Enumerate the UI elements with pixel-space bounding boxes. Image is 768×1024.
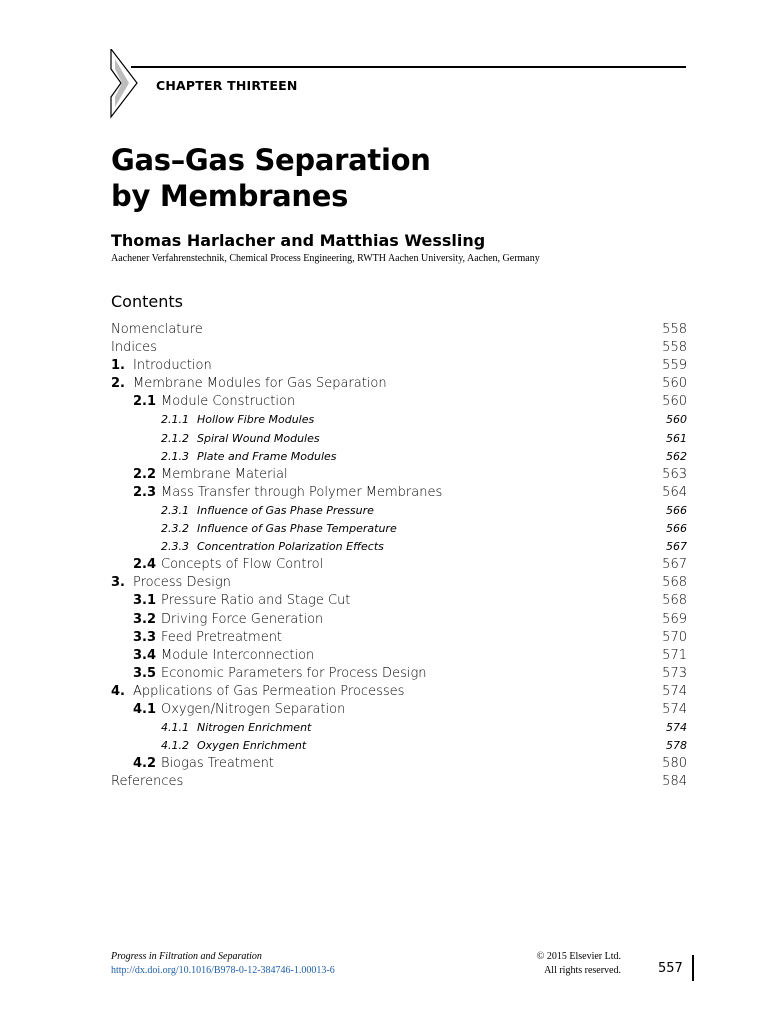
toc-entry[interactable] [111,701,687,719]
toc-entry[interactable] [111,629,687,647]
footer-journal: Progress in Filtration and Separation [111,951,262,962]
table-of-contents [111,321,687,791]
toc-entry-label: Module Interconnection [161,647,315,663]
toc-entry[interactable] [111,321,687,339]
toc-entry[interactable] [111,430,687,448]
toc-entry-label: Influence of Gas Phase Temperature [197,522,397,536]
toc-entry-number: 3. [111,575,125,591]
toc-entry-number: 3.5 [133,665,157,681]
toc-entry-label: Applications of Gas Permeation Processes [133,683,405,699]
toc-entry-page: 567 [662,557,687,573]
toc-entry[interactable] [111,375,687,393]
toc-entry-page: 560 [666,413,687,427]
chapter-chevron-icon [110,49,138,119]
toc-entry[interactable] [111,755,687,773]
authors: Thomas Harlacher and Matthias Wessling [111,231,486,250]
toc-entry-number: 4.1.2 [161,739,189,753]
page-number: 557 [658,961,683,976]
toc-entry-page: 584 [662,774,687,790]
toc-entry-label: Hollow Fibre Modules [197,413,315,427]
toc-entry-page: 558 [662,340,687,356]
rights-line: All rights reserved. [544,965,621,976]
toc-entry-number: 4.1 [133,701,157,717]
toc-entry-number: 3.2 [133,611,157,627]
toc-entry-label: Nomenclature [111,322,203,337]
toc-entry-page: 568 [662,593,687,609]
contents-heading: Contents [111,292,183,311]
footer-doi-link[interactable]: http://dx.doi.org/10.1016/B978-0-12-384746-1.00013-6 [111,965,335,976]
toc-entry[interactable] [111,647,687,665]
toc-entry[interactable] [111,502,687,520]
affiliation: Aachener Verfahrenstechnik, Chemical Process Engineering, RWTH Aachen University, Aachen, Germany [111,253,540,264]
toc-entry[interactable] [111,665,687,683]
toc-entry[interactable] [111,773,687,791]
toc-entry-label: Nitrogen Enrichment [197,721,312,735]
toc-entry-page: 562 [666,449,687,463]
toc-entry[interactable] [111,357,687,375]
toc-entry-number: 3.3 [133,629,157,645]
chapter-label: CHAPTER THIRTEEN [156,78,298,93]
toc-entry[interactable] [111,556,687,574]
toc-entry-page: 564 [662,484,687,500]
toc-entry-number: 2.3.1 [161,503,189,517]
toc-entry-page: 561 [666,431,687,445]
toc-entry-label: Spiral Wound Modules [197,431,320,445]
toc-entry-page: 566 [666,522,687,536]
toc-entry-number: 2.1.2 [161,431,189,445]
toc-entry-label: Pressure Ratio and Stage Cut [161,593,351,609]
toc-entry[interactable] [111,719,687,737]
toc-entry-page: 571 [662,647,687,663]
toc-entry[interactable] [111,574,687,592]
toc-entry-label: Driving Force Generation [161,611,324,627]
toc-entry[interactable] [111,411,687,429]
toc-entry-label: Membrane Material [161,466,288,482]
toc-entry-label: Process Design [133,575,231,591]
toc-entry-number: 2.1.1 [161,413,189,427]
toc-entry-page: 570 [662,629,687,645]
footer-copyright [500,950,621,978]
toc-entry-number: 3.1 [133,593,157,609]
toc-entry-page: 558 [662,322,687,337]
toc-entry-number: 4. [111,683,125,699]
toc-entry-label: Indices [111,340,157,356]
toc-entry-number: 2.3.2 [161,522,189,536]
toc-entry-number: 4.1.1 [161,721,189,735]
toc-entry-number: 4.2 [133,756,157,772]
toc-entry-number: 2.3 [133,484,157,500]
copyright-line: © 2015 Elsevier Ltd. [536,951,621,962]
toc-entry-label: Introduction [133,358,212,374]
toc-entry-number: 2.2 [133,466,157,482]
toc-entry-page: 578 [666,739,687,753]
toc-entry[interactable] [111,484,687,502]
toc-entry-page: 560 [662,394,687,410]
toc-entry[interactable] [111,592,687,610]
chapter-title-line-2: by Membranes [111,179,349,213]
toc-entry-label: Concentration Polarization Effects [197,540,384,554]
toc-entry-number: 3.4 [133,647,157,663]
chapter-title-line-1: Gas–Gas Separation [111,143,431,177]
toc-entry-page: 580 [662,756,687,772]
toc-entry-label: Module Construction [161,394,296,410]
toc-entry-page: 560 [662,376,687,392]
toc-entry-page: 563 [662,466,687,482]
toc-entry-page: 559 [662,358,687,374]
chapter-title [111,142,431,214]
toc-entry-number: 1. [111,358,125,374]
toc-entry-label: Concepts of Flow Control [161,557,324,573]
toc-entry-label: Oxygen/Nitrogen Separation [161,701,346,717]
toc-entry[interactable] [111,538,687,556]
toc-entry[interactable] [111,466,687,484]
toc-entry[interactable] [111,611,687,629]
toc-entry-label: Plate and Frame Modules [197,449,337,463]
toc-entry[interactable] [111,520,687,538]
toc-entry[interactable] [111,683,687,701]
toc-entry[interactable] [111,448,687,466]
toc-entry-label: Influence of Gas Phase Pressure [197,503,374,517]
toc-entry-page: 569 [662,611,687,627]
toc-entry-number: 2.3.3 [161,540,189,554]
toc-entry-label: Mass Transfer through Polymer Membranes [161,484,443,500]
toc-entry-number: 2. [111,376,125,392]
toc-entry-number: 2.1 [133,394,157,410]
toc-entry-page: 568 [662,575,687,591]
toc-entry-page: 573 [662,665,687,681]
toc-entry[interactable] [111,339,687,357]
toc-entry-page: 574 [666,721,687,735]
footer-citation [111,950,335,978]
toc-entry-label: Biogas Treatment [161,756,274,772]
toc-entry[interactable] [111,737,687,755]
chapter-rule [131,66,686,68]
toc-entry-number: 2.1.3 [161,449,189,463]
toc-entry-page: 574 [662,701,687,717]
toc-entry-label: Oxygen Enrichment [197,739,307,753]
toc-entry-page: 574 [662,683,687,699]
toc-entry-label: Economic Parameters for Process Design [161,665,427,681]
toc-entry-label: Membrane Modules for Gas Separation [133,376,387,392]
toc-entry-number: 2.4 [133,557,157,573]
toc-entry-page: 567 [666,540,687,554]
page-number-bar [692,955,694,981]
toc-entry[interactable] [111,393,687,411]
toc-entry-label: Feed Pretreatment [161,629,283,645]
toc-entry-page: 566 [666,503,687,517]
toc-entry-label: References [111,774,184,790]
